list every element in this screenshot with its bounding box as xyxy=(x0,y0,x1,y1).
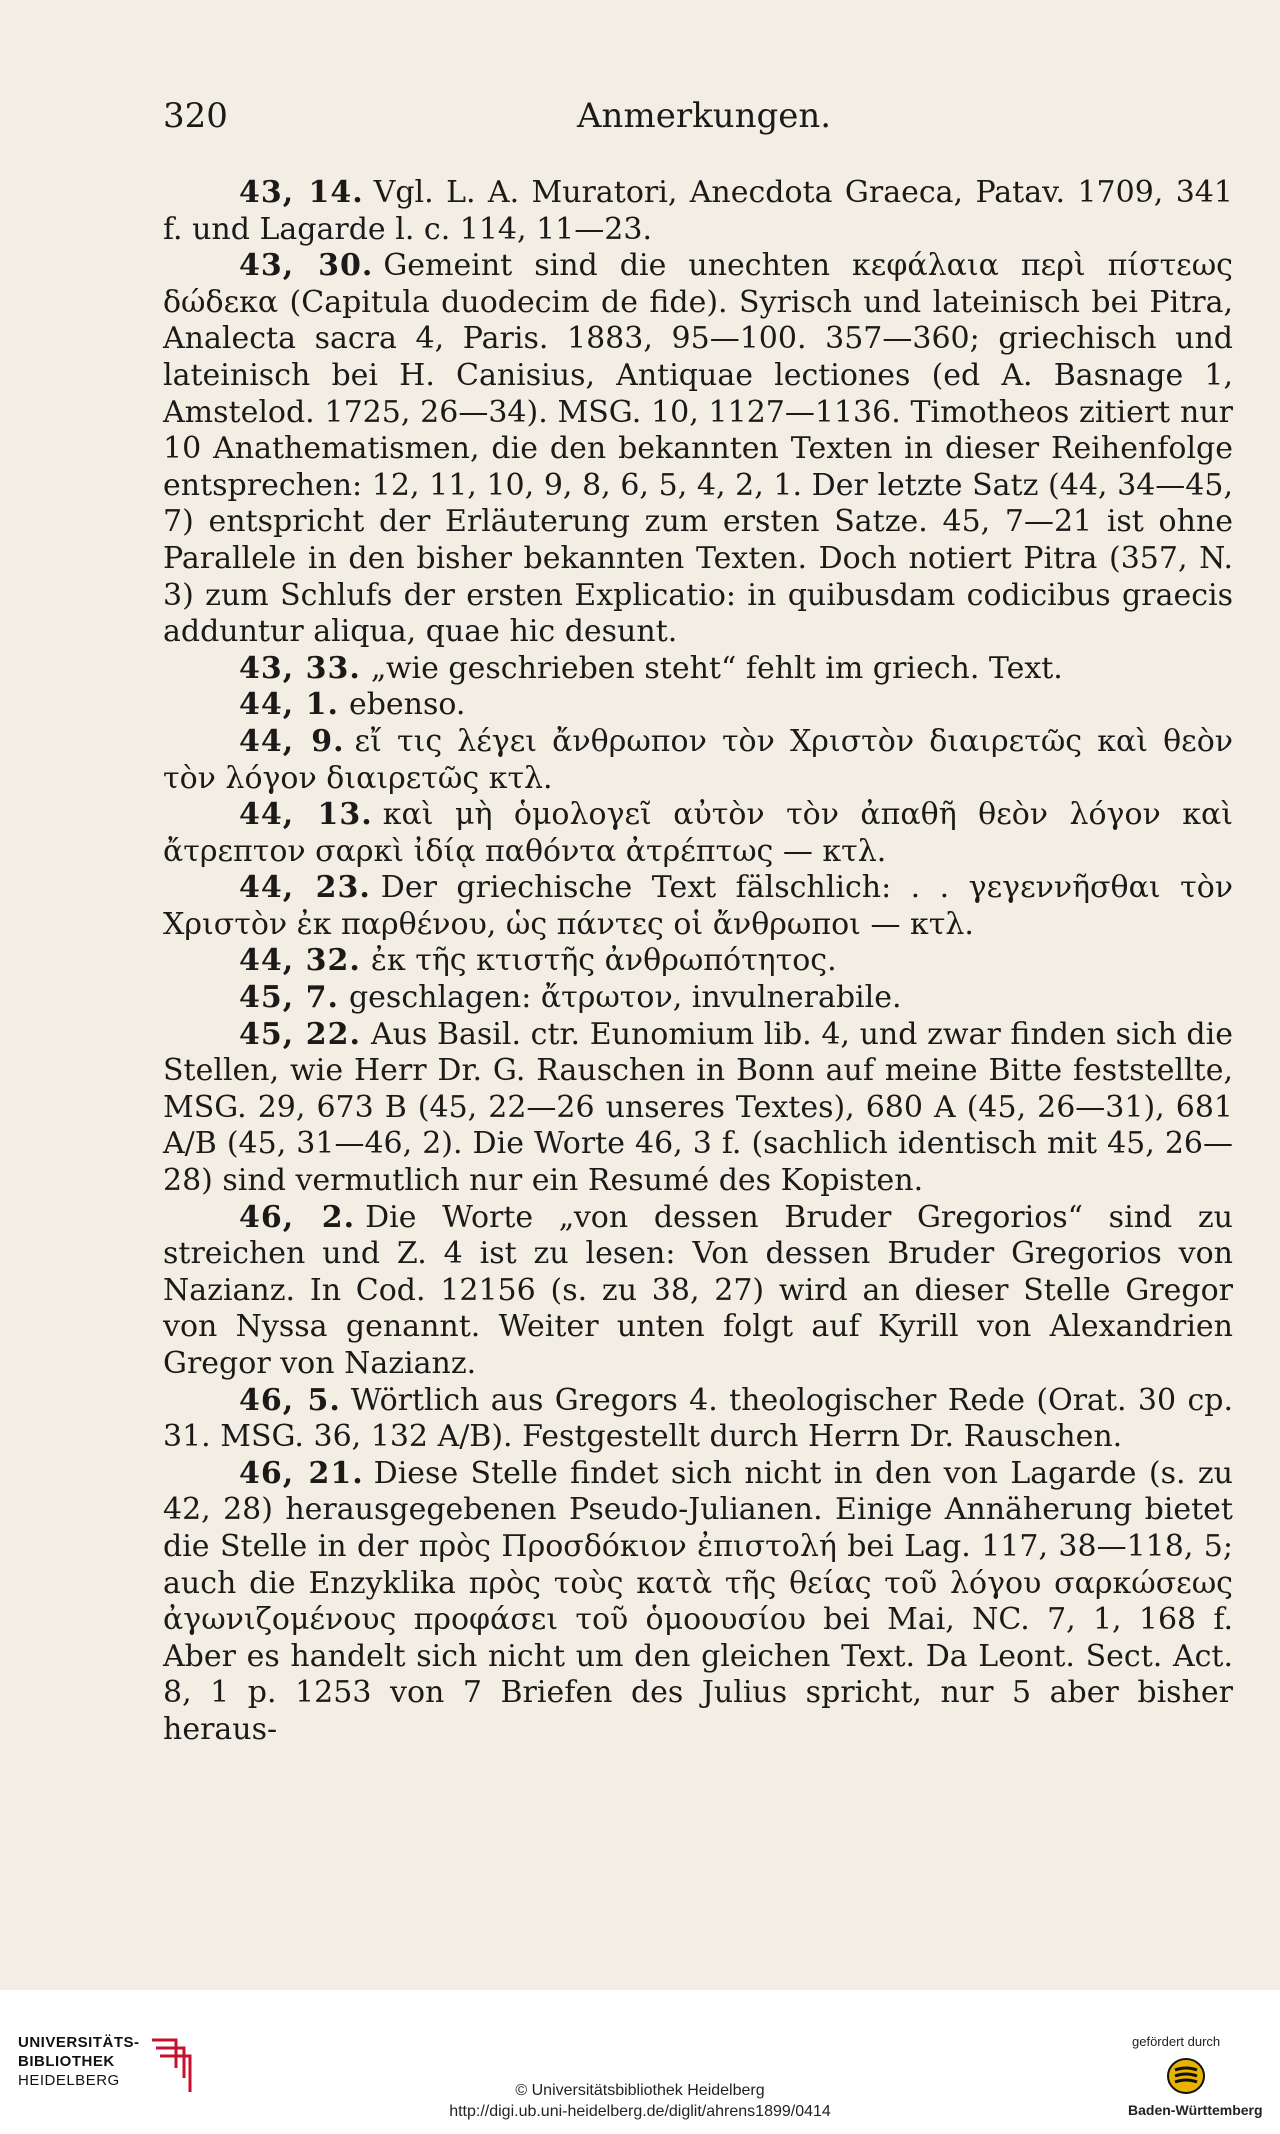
funder-name: Baden-Württemberg xyxy=(1128,2102,1263,2118)
note-46-5 xyxy=(163,1383,1233,1456)
note-text: εἴ τις λέγει ἄνθρωπον τὸν Χριστὸν διαιρετῶς καὶ θεὸν τὸν λόγον διαιρετῶς κτλ. xyxy=(163,723,1233,796)
note-ref: 43, 30. xyxy=(239,248,374,284)
note-text: Aus Basil. ctr. Eunomium lib. 4, und zwar finden sich die Stellen, wie Herr Dr. G. Rauschen in Bonn auf meine Bitte feststellte, MSG. 29, 673 B (45, 22—26 unseres Textes), 680 A (45, 26—31), 681 A/B (45, 31—46, 2). Die Worte 46, 3 f. (sachlich identisch mit 45, 26—28) sind vermutlich nur ein Resumé des Kopisten. xyxy=(163,1016,1233,1199)
library-name-line1: UNIVERSITÄTS- xyxy=(18,2034,140,2051)
coat-of-arms-icon xyxy=(1166,2056,1206,2096)
note-text: Gemeint sind die unechten κεφάλαια περὶ πίστεως δώδεκα (Capitula duodecim de fide). Syrisch und lateinisch bei Pitra, Analecta sacra 4, Paris. 1883, 95—100. 357—360; griechisch und lateinisch bei H. Canisius, Antiquae lectiones (ed A. Basnage 1, Amstelod. 1725, 26—34). MSG. 10, 1127—1136. Timotheos zitiert nur 10 Anathematismen, die den bekannten Texten in dieser Reihenfolge entsprechen: 12, 11, 10, 9, 8, 6, 5, 4, 2, 1. Der letzte Satz (44, 34—45, 7) entspricht der Erläuterung zum ersten Satze. 45, 7—21 ist ohne Parallele in den bisher bekannten Texten. Doch notiert Pitra (357, N. 3) zum Schlufs der ersten Explicatio: in quibusdam codicibus graecis adduntur aliqua, quae hic desunt. xyxy=(163,248,1233,650)
note-43-14 xyxy=(163,175,1233,248)
permalink[interactable]: http://digi.ub.uni-heidelberg.de/diglit/ahrens1899/0414 xyxy=(449,2103,831,2120)
note-46-2 xyxy=(163,1200,1233,1383)
note-text: ἐκ τῆς κτιστῆς ἀνθρωπότητος. xyxy=(370,943,837,979)
note-ref: 44, 32. xyxy=(239,943,361,979)
note-text: Die Worte „von dessen Bruder Gregorios“ sind zu streichen und Z. 4 ist zu lesen: Von dessen Bruder Gregorios von Nazianz. In Cod. 12156 (s. zu 38, 27) wird an dieser Stelle Gregor von Nyssa genannt. Weiter unten folgt auf Kyrill von Alexandrien Gregor von Nazianz. xyxy=(163,1199,1233,1381)
note-ref: 44, 9. xyxy=(239,723,345,759)
note-ref: 43, 33. xyxy=(239,650,361,686)
note-44-32 xyxy=(163,943,1233,980)
page-header xyxy=(163,96,1230,146)
note-45-7 xyxy=(163,980,1233,1017)
note-text: Der griechische Text fälschlich: . . γεγεννῆσθαι τὸν Χριστὸν ἐκ παρθένου, ὡς πάντες οἱ ἄνθρωποι — κτλ. xyxy=(163,870,1233,942)
digitization-footer xyxy=(0,1990,1280,2134)
note-ref: 45, 7. xyxy=(239,980,339,1016)
note-44-1 xyxy=(163,687,1233,724)
funded-by-label: gefördert durch xyxy=(1132,2034,1221,2049)
note-ref: 43, 14. xyxy=(239,175,364,210)
note-ref: 44, 1. xyxy=(239,687,339,723)
note-43-30 xyxy=(163,248,1233,651)
note-text: Diese Stelle findet sich nicht in den von Lagarde (s. zu 42, 28) herausgegebenen Pseudo-Julianen. Einige Annäherung bietet die Stelle in der πρὸς Προσδόκιον ἐπιστολή bei Lag. 117, 38—118, 5; auch die Enzyklika πρὸς τοὺς κατὰ τῆς θείας τοῦ λόγου σαρκώσεως ἀγωνιζομένους προφάσει τοῦ ὁμοουσίου bei Mai, NC. 7, 1, 168 f. Aber es handelt sich nicht um den gleichen Text. Da Leont. Sect. Act. 8, 1 p. 1253 von 7 Briefen des Julius spricht, nur 5 aber bisher heraus- xyxy=(163,1455,1233,1747)
library-name-line3: HEIDELBERG xyxy=(18,2072,120,2089)
note-ref: 45, 22. xyxy=(239,1016,361,1052)
page-number: 320 xyxy=(163,96,228,136)
note-text: geschlagen: ἄτρωτον, invulnerabile. xyxy=(348,980,902,1016)
note-43-33 xyxy=(163,651,1233,688)
note-44-13 xyxy=(163,797,1233,870)
running-head: Anmerkungen. xyxy=(577,96,832,136)
note-text: Vgl. L. A. Muratori, Anecdota Graeca, Patav. 1709, 341 f. und Lagarde l. c. 114, 11—23. xyxy=(163,175,1233,247)
note-text: „wie geschrieben steht“ fehlt im griech. Text. xyxy=(370,650,1063,686)
note-44-9 xyxy=(163,724,1233,797)
note-ref: 46, 21. xyxy=(239,1455,364,1491)
note-text: καὶ μὴ ὁμολογεῖ αὐτὸν τὸν ἀπαθῆ θεὸν λόγον καὶ ἄτρεπτον σαρκὶ ἰδίᾳ παθόντα ἀτρέπτως — κτλ. xyxy=(163,797,1233,869)
note-46-21 xyxy=(163,1456,1233,1749)
note-45-22 xyxy=(163,1017,1233,1200)
note-ref: 44, 13. xyxy=(239,797,373,833)
library-name-line2: BIBLIOTHEK xyxy=(18,2053,115,2070)
note-ref: 44, 23. xyxy=(239,870,371,906)
note-ref: 46, 2. xyxy=(239,1199,356,1235)
notes-body xyxy=(163,175,1233,1749)
note-ref: 46, 5. xyxy=(239,1382,341,1418)
copyright-notice: © Universitätsbibliothek Heidelberg xyxy=(515,2082,765,2099)
note-44-23 xyxy=(163,870,1233,943)
note-text: Wörtlich aus Gregors 4. theologischer Rede (Orat. 30 cp. 31. MSG. 36, 132 A/B). Festgestellt durch Herrn Dr. Rauschen. xyxy=(163,1382,1233,1455)
note-text: ebenso. xyxy=(348,687,466,723)
